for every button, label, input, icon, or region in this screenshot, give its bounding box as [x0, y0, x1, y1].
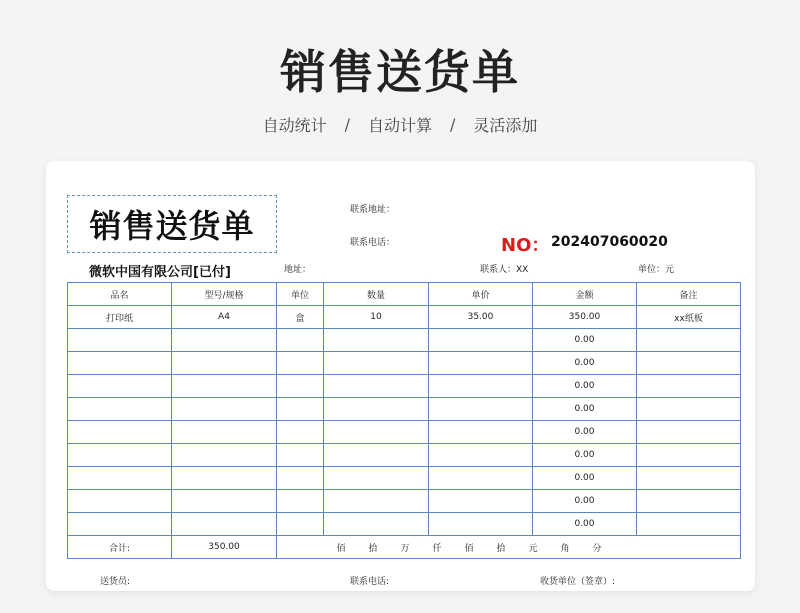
table-cell[interactable]: 打印纸 — [68, 306, 172, 329]
table-cell[interactable] — [429, 490, 533, 513]
table-cell[interactable] — [277, 398, 324, 421]
delivery-note-sheet — [46, 161, 755, 591]
table-cell[interactable] — [68, 329, 172, 352]
table-cell[interactable]: 0.00 — [533, 352, 637, 375]
feature-separator: / — [344, 115, 350, 134]
table-cell[interactable] — [277, 421, 324, 444]
table-cell[interactable]: 0.00 — [533, 490, 637, 513]
column-header: 金额 — [533, 283, 637, 306]
table-cell[interactable] — [68, 375, 172, 398]
amount-in-words[interactable] — [277, 536, 741, 559]
table-cell[interactable]: A4 — [172, 306, 277, 329]
table-cell[interactable] — [172, 467, 277, 490]
table-cell[interactable] — [429, 352, 533, 375]
table-cell[interactable]: 盒 — [277, 306, 324, 329]
table-cell[interactable] — [637, 421, 741, 444]
table-cell[interactable] — [172, 444, 277, 467]
table-cell[interactable] — [172, 490, 277, 513]
contact-person[interactable]: 联系人：XX — [480, 265, 529, 275]
table-cell[interactable]: 350.00 — [533, 306, 637, 329]
table-cell[interactable] — [68, 352, 172, 375]
column-header: 型号/规格 — [172, 283, 277, 306]
currency-unit: 佰 — [464, 543, 474, 554]
feature-auto-stats: 自动统计 — [262, 116, 327, 135]
feature-separator: / — [450, 115, 456, 134]
currency-unit: 仟 — [432, 543, 442, 554]
table-cell[interactable] — [429, 513, 533, 536]
table-cell[interactable] — [277, 467, 324, 490]
table-cell[interactable] — [172, 329, 277, 352]
contact-phone-label: 联系电话： — [350, 238, 396, 248]
table-cell[interactable] — [68, 467, 172, 490]
table-cell[interactable] — [277, 444, 324, 467]
table-cell[interactable] — [324, 352, 429, 375]
table-row — [68, 306, 741, 329]
table-cell[interactable]: 35.00 — [429, 306, 533, 329]
table-cell[interactable] — [637, 375, 741, 398]
table-cell[interactable] — [324, 513, 429, 536]
currency-unit: 拾 — [368, 543, 378, 554]
currency-unit: 元 — [528, 543, 538, 554]
table-cell[interactable] — [172, 421, 277, 444]
column-header: 备注 — [637, 283, 741, 306]
page-title: 销售送货单 — [280, 45, 520, 99]
table-cell[interactable] — [68, 513, 172, 536]
table-row — [68, 444, 741, 467]
table-cell[interactable]: 0.00 — [533, 513, 637, 536]
table-cell[interactable] — [324, 375, 429, 398]
table-cell[interactable] — [637, 467, 741, 490]
table-cell[interactable]: 0.00 — [533, 421, 637, 444]
table-cell[interactable] — [637, 444, 741, 467]
table-cell[interactable] — [324, 421, 429, 444]
table-cell[interactable] — [429, 421, 533, 444]
unit-label: 单位：元 — [638, 265, 675, 275]
table-cell[interactable] — [429, 398, 533, 421]
contact-address-label: 联系地址： — [350, 205, 396, 215]
feature-subtitle — [0, 113, 800, 136]
table-cell[interactable] — [429, 444, 533, 467]
table-cell[interactable] — [68, 398, 172, 421]
table-cell[interactable] — [172, 513, 277, 536]
column-header: 数量 — [324, 283, 429, 306]
table-cell[interactable] — [324, 329, 429, 352]
table-cell[interactable] — [637, 513, 741, 536]
address-label: 地址： — [284, 265, 312, 275]
table-cell[interactable] — [429, 329, 533, 352]
table-cell[interactable] — [277, 329, 324, 352]
table-cell[interactable] — [637, 398, 741, 421]
currency-unit: 拾 — [496, 543, 506, 554]
receiver-signature-label: 收货单位（签章）: — [540, 577, 616, 587]
table-cell[interactable]: 0.00 — [533, 329, 637, 352]
table-row — [68, 398, 741, 421]
table-cell[interactable] — [637, 329, 741, 352]
table-row — [68, 467, 741, 490]
total-value[interactable]: 350.00 — [172, 536, 277, 559]
table-cell[interactable]: 10 — [324, 306, 429, 329]
table-cell[interactable] — [429, 375, 533, 398]
table-cell[interactable] — [277, 375, 324, 398]
currency-unit: 角 — [560, 543, 570, 554]
table-header-row — [68, 283, 741, 306]
table-cell[interactable] — [277, 490, 324, 513]
footer-contact-phone-label: 联系电话: — [350, 577, 390, 587]
feature-flexible-add: 灵活添加 — [473, 116, 538, 135]
table-cell[interactable] — [68, 490, 172, 513]
table-row — [68, 375, 741, 398]
table-cell[interactable] — [68, 421, 172, 444]
order-no-value[interactable]: 202407060020 — [551, 234, 668, 250]
table-cell[interactable]: xx纸板 — [637, 306, 741, 329]
table-cell[interactable] — [172, 375, 277, 398]
column-header: 单位 — [277, 283, 324, 306]
table-cell[interactable] — [324, 467, 429, 490]
doc-title[interactable]: 销售送货单 — [67, 195, 277, 253]
table-row — [68, 513, 741, 536]
order-no-label: NO： — [501, 235, 550, 256]
table-cell[interactable] — [637, 490, 741, 513]
column-header: 品名 — [68, 283, 172, 306]
feature-auto-calc: 自动计算 — [367, 116, 432, 135]
currency-unit: 佰 — [336, 543, 346, 554]
table-row — [68, 329, 741, 352]
table-row — [68, 490, 741, 513]
table-cell[interactable] — [637, 352, 741, 375]
table-cell[interactable] — [172, 352, 277, 375]
delivery-person-label: 送货员: — [100, 577, 131, 587]
table-cell[interactable] — [429, 467, 533, 490]
table-cell[interactable] — [324, 490, 429, 513]
table-cell[interactable] — [324, 398, 429, 421]
table-cell[interactable] — [68, 444, 172, 467]
table-cell[interactable]: 0.00 — [533, 375, 637, 398]
table-cell[interactable] — [277, 352, 324, 375]
goods-table — [67, 282, 741, 559]
table-row — [68, 352, 741, 375]
table-cell[interactable]: 0.00 — [533, 398, 637, 421]
currency-unit: 分 — [592, 543, 602, 554]
table-cell[interactable]: 0.00 — [533, 467, 637, 490]
currency-unit: 万 — [400, 543, 410, 554]
total-row — [68, 536, 741, 559]
table-cell[interactable] — [324, 444, 429, 467]
table-cell[interactable] — [277, 513, 324, 536]
table-cell[interactable]: 0.00 — [533, 444, 637, 467]
table-cell[interactable] — [172, 398, 277, 421]
table-row — [68, 421, 741, 444]
company-name[interactable]: 微软中国有限公司[已付] — [89, 265, 231, 280]
total-label: 合计: — [68, 536, 172, 559]
column-header: 单价 — [429, 283, 533, 306]
